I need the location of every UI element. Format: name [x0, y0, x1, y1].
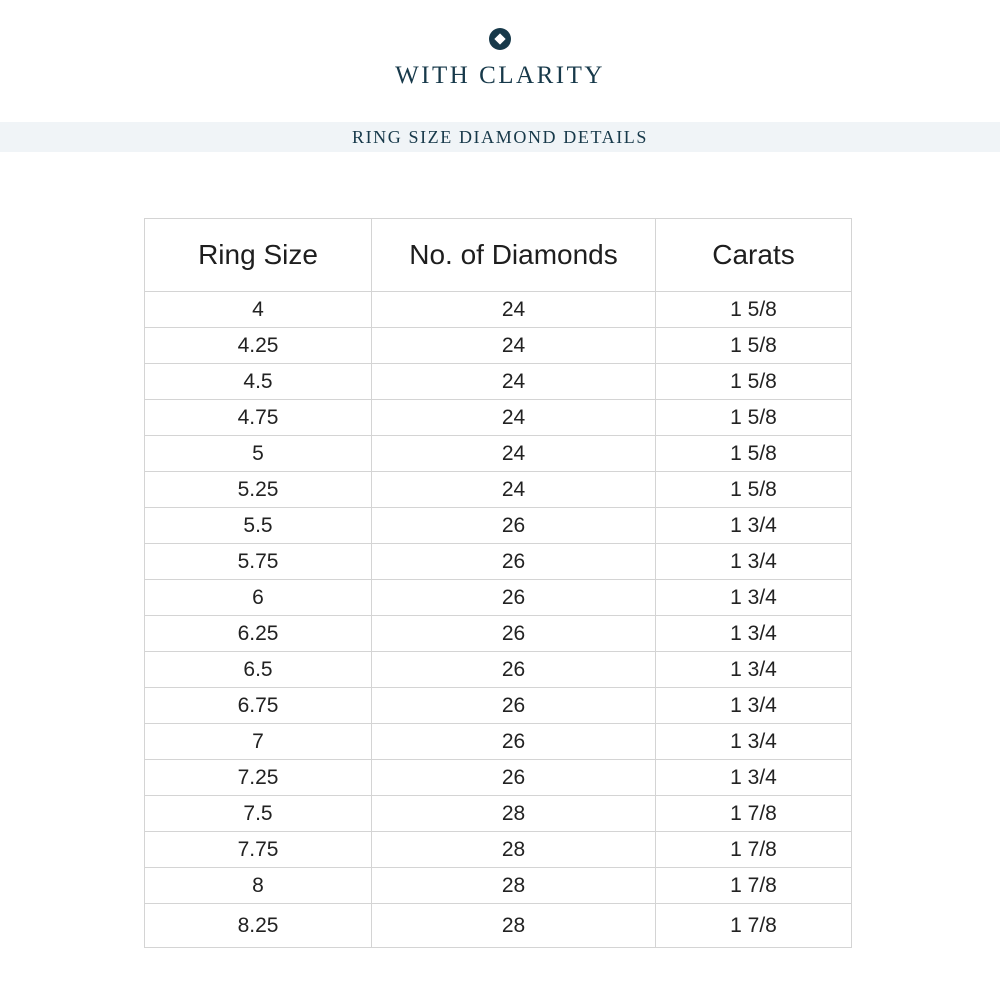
table-row [145, 760, 852, 796]
section-title: RING SIZE DIAMOND DETAILS [351, 127, 649, 147]
diamond-count-cell: 24 [372, 400, 656, 436]
diamond-count-cell: 28 [372, 868, 656, 904]
table-row [145, 652, 852, 688]
ring-size-cell: 6.25 [145, 616, 372, 652]
diamond-count-cell: 26 [372, 580, 656, 616]
diamond-count-cell: 28 [372, 832, 656, 868]
diamond-count-cell: 26 [372, 688, 656, 724]
table-row [145, 472, 852, 508]
table-row [145, 688, 852, 724]
carats-cell: 1 5/8 [656, 364, 852, 400]
header-carats: Carats [656, 219, 852, 292]
carats-cell: 1 5/8 [656, 292, 852, 328]
table-row [145, 400, 852, 436]
diamond-count-cell: 26 [372, 724, 656, 760]
table-row [145, 292, 852, 328]
carats-cell: 1 3/4 [656, 508, 852, 544]
table-header-row [145, 219, 852, 292]
ring-size-table [144, 218, 852, 948]
table-body [145, 292, 852, 948]
ring-size-cell: 5 [145, 436, 372, 472]
ring-size-cell: 4.5 [145, 364, 372, 400]
table-row [145, 724, 852, 760]
carats-cell: 1 3/4 [656, 544, 852, 580]
diamond-count-cell: 26 [372, 508, 656, 544]
carats-cell: 1 3/4 [656, 724, 852, 760]
diamond-count-cell: 24 [372, 472, 656, 508]
ring-size-cell: 4.25 [145, 328, 372, 364]
ring-size-cell: 4.75 [145, 400, 372, 436]
diamond-count-cell: 24 [372, 292, 656, 328]
ring-size-cell: 8.25 [145, 904, 372, 948]
ring-size-cell: 5.5 [145, 508, 372, 544]
ring-size-cell: 7.75 [145, 832, 372, 868]
table-row [145, 616, 852, 652]
ring-size-cell: 5.25 [145, 472, 372, 508]
carats-cell: 1 3/4 [656, 760, 852, 796]
ring-size-cell: 6.75 [145, 688, 372, 724]
carats-cell: 1 7/8 [656, 796, 852, 832]
table-row [145, 796, 852, 832]
diamond-count-cell: 28 [372, 904, 656, 948]
carats-cell: 1 5/8 [656, 436, 852, 472]
table-row [145, 436, 852, 472]
ring-size-cell: 5.75 [145, 544, 372, 580]
table-row [145, 364, 852, 400]
ring-size-cell: 6.5 [145, 652, 372, 688]
header-no-of-diamonds: No. of Diamonds [372, 219, 656, 292]
carats-cell: 1 3/4 [656, 652, 852, 688]
diamond-count-cell: 26 [372, 616, 656, 652]
carats-cell: 1 5/8 [656, 328, 852, 364]
diamond-count-cell: 26 [372, 760, 656, 796]
table-row [145, 328, 852, 364]
section-header-band [0, 122, 1000, 152]
table-row [145, 508, 852, 544]
carats-cell: 1 5/8 [656, 400, 852, 436]
table-row [145, 904, 852, 948]
diamond-count-cell: 26 [372, 652, 656, 688]
carats-cell: 1 7/8 [656, 904, 852, 948]
diamond-count-cell: 24 [372, 328, 656, 364]
carats-cell: 1 3/4 [656, 580, 852, 616]
ring-size-cell: 6 [145, 580, 372, 616]
diamond-count-cell: 24 [372, 364, 656, 400]
carats-cell: 1 7/8 [656, 832, 852, 868]
ring-size-cell: 7 [145, 724, 372, 760]
diamond-count-cell: 28 [372, 796, 656, 832]
table-row [145, 544, 852, 580]
diamond-circle-icon [489, 28, 511, 50]
carats-cell: 1 3/4 [656, 688, 852, 724]
table-row [145, 832, 852, 868]
table-row [145, 580, 852, 616]
header-ring-size: Ring Size [145, 219, 372, 292]
carats-cell: 1 3/4 [656, 616, 852, 652]
brand-name: WITH CLARITY [395, 62, 605, 89]
carats-cell: 1 5/8 [656, 472, 852, 508]
ring-size-cell: 7.5 [145, 796, 372, 832]
ring-size-cell: 8 [145, 868, 372, 904]
diamond-count-cell: 24 [372, 436, 656, 472]
diamond-count-cell: 26 [372, 544, 656, 580]
ring-size-cell: 4 [145, 292, 372, 328]
ring-size-cell: 7.25 [145, 760, 372, 796]
table-row [145, 868, 852, 904]
carats-cell: 1 7/8 [656, 868, 852, 904]
